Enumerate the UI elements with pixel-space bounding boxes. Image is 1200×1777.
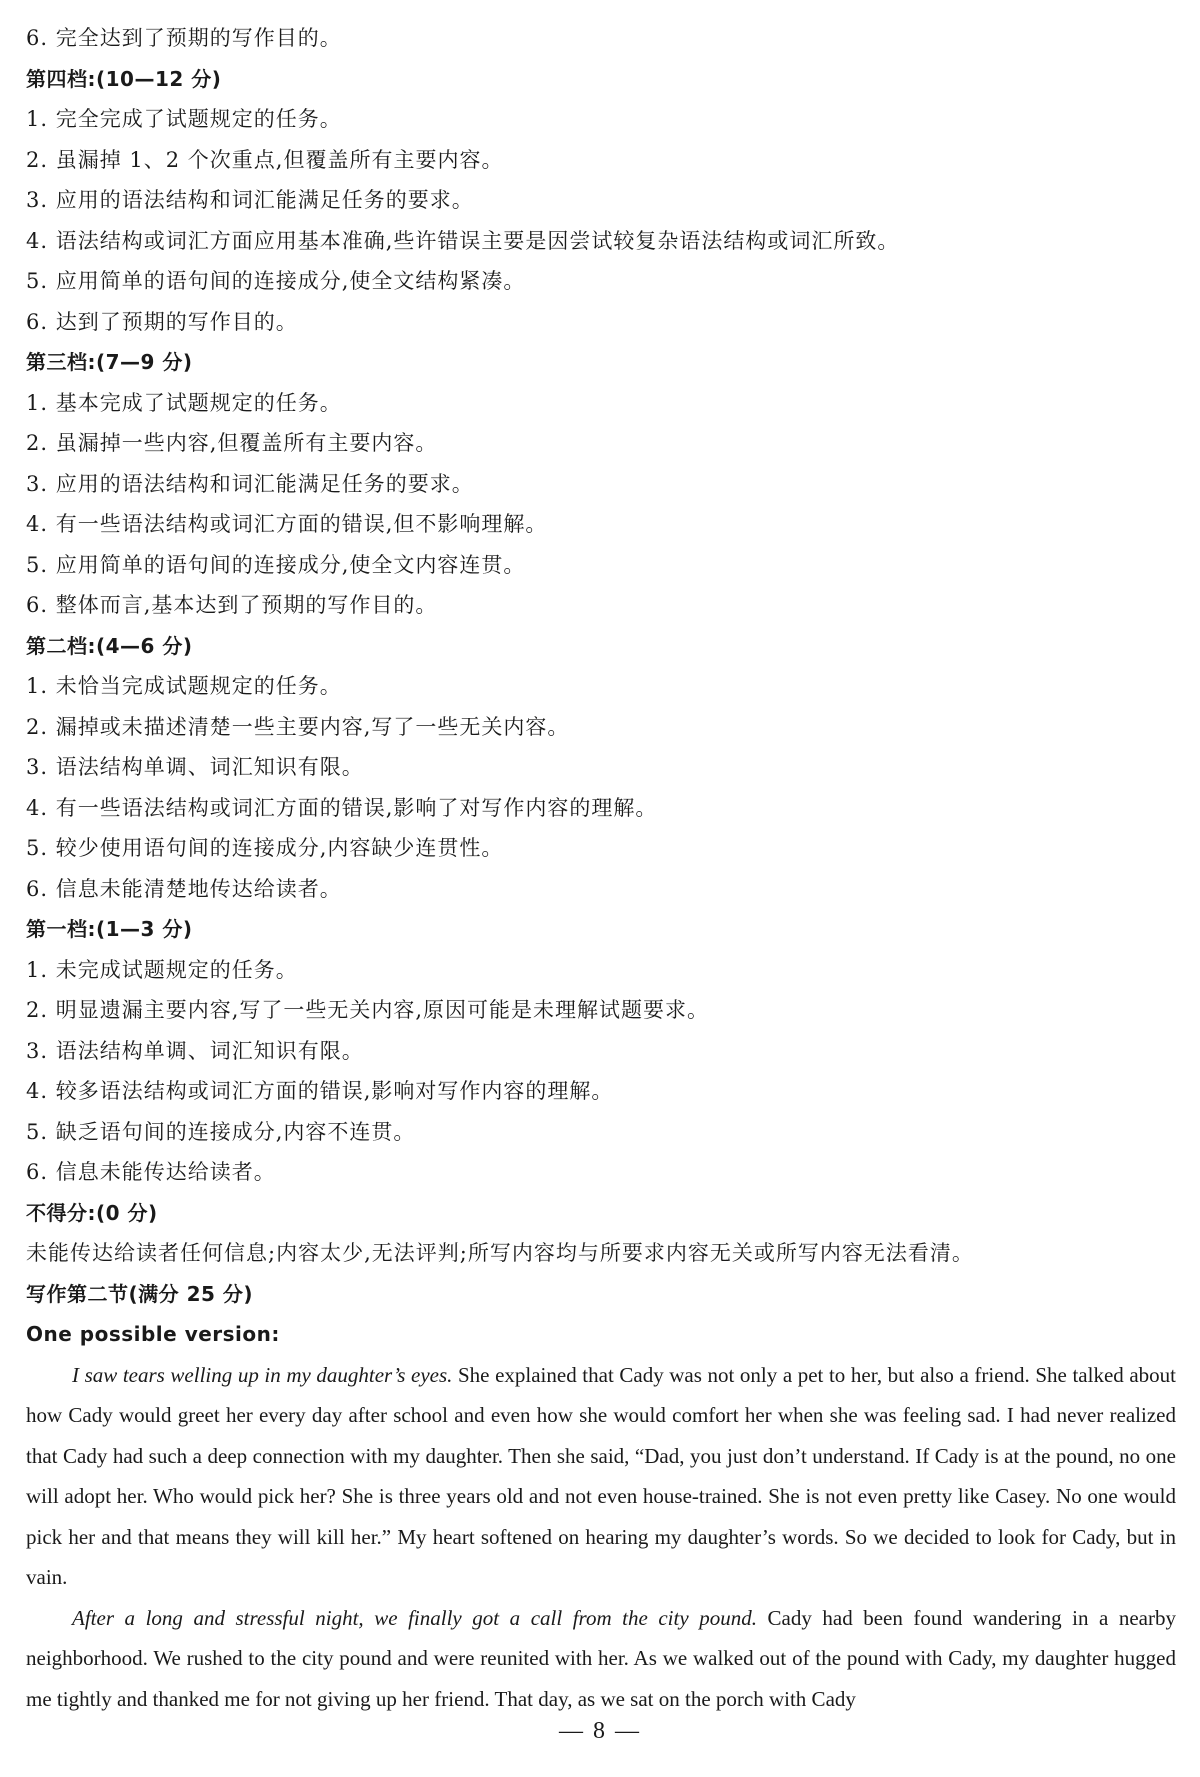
essay-paragraph-1 (26, 1355, 1176, 1598)
criteria-item: 4. 语法结构或词汇方面应用基本准确,些许错误主要是因尝试较复杂语法结构或词汇所致。 (26, 228, 900, 253)
section-heading: 不得分:(0 分) (26, 1200, 158, 1225)
criteria-item: 5. 应用简单的语句间的连接成分,使全文内容连贯。 (26, 552, 526, 577)
section-heading: 写作第二节(满分 25 分) (26, 1281, 254, 1306)
criteria-item: 5. 应用简单的语句间的连接成分,使全文结构紧凑。 (26, 269, 526, 293)
criteria-item: 3. 语法结构单调、词汇知识有限。 (26, 755, 364, 779)
section-heading: One possible version: (26, 1322, 280, 1346)
criteria-item: 3. 应用的语法结构和词汇能满足任务的要求。 (26, 188, 474, 212)
criteria-item: 3. 语法结构单调、词汇知识有限。 (26, 1038, 364, 1063)
section-heading: 第一档:(1—3 分) (26, 917, 193, 941)
essay-paragraph-1-body: She explained that Cady was not only a pet to her, but also a friend. She talked about how Cady would greet her every day after school and even how she would comfort her when she was feeling sad. I had never realized that Cady had such a deep connection with my daughter. Then she said, “Dad, you just don’t understand. If Cady is at the pound, no one will adopt her. Who would pick her? She is three years old and not even house-trained. She is not even pretty like Casey. No one would pick her and that means they will kill her.” My heart softened on hearing my daughter’s words. So we decided to look for Cady, but in vain. (26, 1362, 1177, 1589)
section-heading: 第四档:(10—12 分) (26, 66, 222, 91)
criteria-item: 3. 应用的语法结构和词汇能满足任务的要求。 (26, 471, 474, 496)
essay-paragraph-2 (26, 1598, 1176, 1720)
criteria-item: 4. 较多语法结构或词汇方面的错误,影响对写作内容的理解。 (26, 1079, 614, 1103)
criteria-item: 1. 基本完成了试题规定的任务。 (26, 390, 342, 415)
section-heading: 第二档:(4—6 分) (26, 633, 193, 658)
criteria-item: 2. 虽漏掉一些内容,但覆盖所有主要内容。 (26, 431, 438, 455)
essay-paragraph-2-body: Cady had been found wandering in a nearby neighborhood. We rushed to the city pound and were reunited with her. As we walked out of the pound with Cady, my daughter hugged me tightly and thanked me for not giving up her friend. That day, as we sat on the porch with Cady (26, 1605, 1176, 1711)
criteria-item: 6. 达到了预期的写作目的。 (26, 309, 298, 334)
criteria-item: 5. 缺乏语句间的连接成分,内容不连贯。 (26, 1119, 416, 1144)
page-content (26, 18, 1176, 1719)
scoring-criteria (26, 18, 1176, 1355)
page-number: — 8 — (559, 1718, 641, 1744)
criteria-item: 5. 较少使用语句间的连接成分,内容缺少连贯性。 (26, 836, 504, 860)
essay-paragraph-2-lead: After a long and stressful night, we finally got a call from the city pound. (72, 1605, 757, 1630)
criteria-item: 2. 漏掉或未描述清楚一些主要内容,写了一些无关内容。 (26, 714, 570, 739)
criteria-item: 6. 整体而言,基本达到了预期的写作目的。 (26, 593, 438, 617)
section-heading: 第三档:(7—9 分) (26, 350, 193, 374)
criteria-item: 未能传达给读者任何信息;内容太少,无法评判;所写内容均与所要求内容无关或所写内容无法看清。 (26, 1241, 974, 1265)
criteria-item: 2. 虽漏掉 1、2 个次重点,但覆盖所有主要内容。 (26, 147, 504, 172)
criteria-item: 2. 明显遗漏主要内容,写了一些无关内容,原因可能是未理解试题要求。 (26, 998, 710, 1022)
criteria-item: 4. 有一些语法结构或词汇方面的错误,但不影响理解。 (26, 512, 548, 536)
criteria-item: 1. 完全完成了试题规定的任务。 (26, 107, 342, 131)
criteria-item: 1. 未完成试题规定的任务。 (26, 957, 298, 982)
criteria-item: 6. 完全达到了预期的写作目的。 (26, 26, 342, 50)
criteria-item: 1. 未恰当完成试题规定的任务。 (26, 674, 342, 698)
criteria-item: 6. 信息未能清楚地传达给读者。 (26, 876, 342, 901)
essay-paragraph-1-lead: I saw tears welling up in my daughter’s eyes. (72, 1362, 453, 1387)
criteria-item: 6. 信息未能传达给读者。 (26, 1160, 276, 1184)
criteria-item: 4. 有一些语法结构或词汇方面的错误,影响了对写作内容的理解。 (26, 795, 658, 820)
